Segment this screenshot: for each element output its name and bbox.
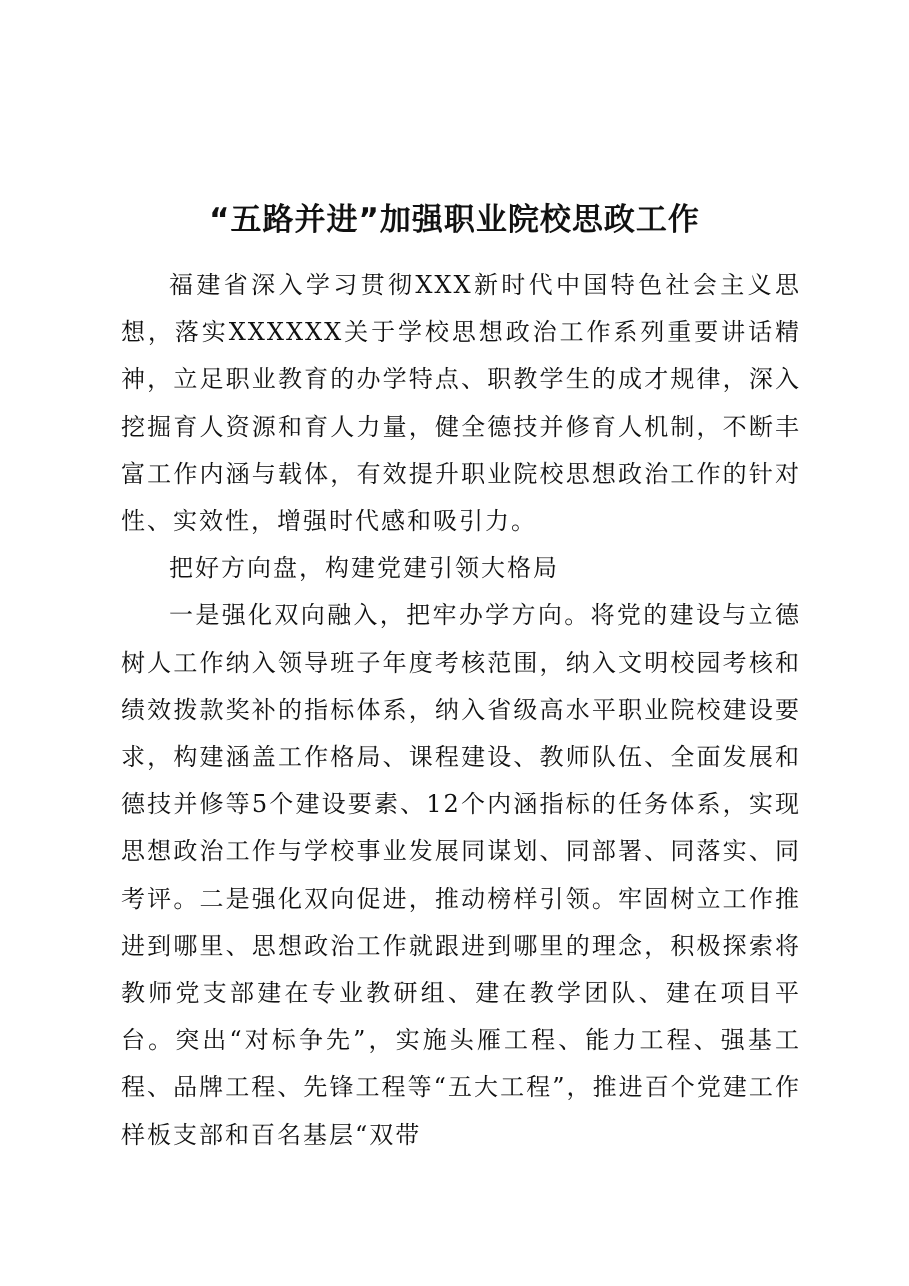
section-heading: 把好方向盘，构建党建引领大格局 (169, 554, 559, 583)
document-body (121, 262, 801, 1159)
paragraph-section-body: 一是强化双向融入，把牢办学方向。将党的建设与立德树人工作纳入领导班子年度考核范围，纳入文明校园考核和绩效拨款奖补的指标体系，纳入省级高水平职业院校建设要求，构建涵盖工作格局、课程建设、教师队伍、全面发展和德技并修等5个建设要素、12个内涵指标的任务体系，实现思想政治工作与学校事业发展同谋划、同部署、同落实、同考评。二是强化双向促进，推动榜样引领。牢固树立工作推进到哪里、思想政治工作就跟进到哪里的理念，积极探索将教师党支部建在专业教研组、建在教学团队、建在项目平台。突出“对标争先”，实施头雁工程、能力工程、强基工程、品牌工程、先锋工程等“五大工程”，推进百个党建工作样板支部和百名基层“双带 (121, 601, 801, 1149)
document-title: “五路并进”加强职业院校思政工作 (209, 202, 700, 238)
paragraph-intro: 福建省深入学习贯彻XXX新时代中国特色社会主义思想，落实XXXXXX关于学校思想政治工作系列重要讲话精神，立足职业教育的办学特点、职教学生的成才规律，深入挖掘育人资源和育人力量，健全德技并修育人机制，不断丰富工作内涵与载体，有效提升职业院校思想政治工作的针对性、实效性，增强时代感和吸引力。 (121, 271, 801, 536)
